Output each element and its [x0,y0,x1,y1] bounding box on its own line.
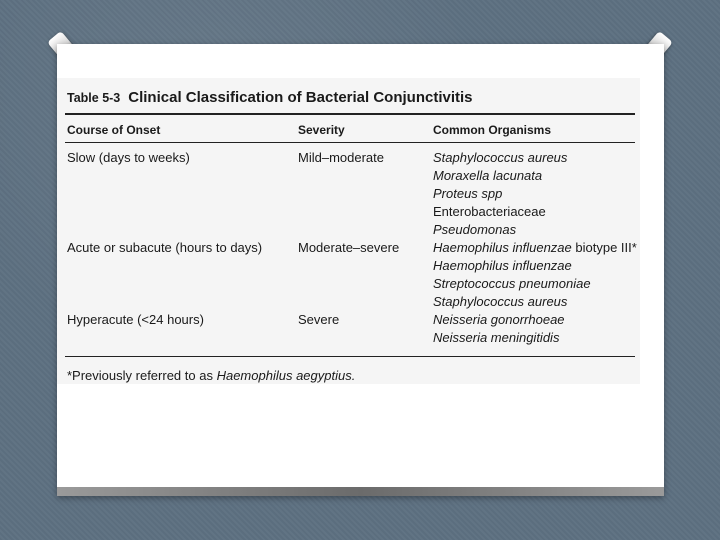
table-title [67,89,473,106]
row-3-severity: Severe [298,312,340,327]
slide-margin [640,78,664,384]
table-footnote [67,368,355,383]
row-2-severity: Moderate–severe [298,240,400,255]
header-rule [65,142,635,143]
row-2-organism-1-name: Haemophilus influenzae [433,240,572,255]
row-2-organism-4: Staphylococcus aureus [433,294,568,309]
footnote-prefix: *Previously referred to as [67,368,217,383]
row-1-organism-4: Enterobacteriaceae [433,204,546,219]
header-onset: Course of Onset [67,123,161,137]
table-title-text: Clinical Classification of Bacterial Conjunctivitis [128,89,473,106]
row-2-organism-2: Haemophilus influenzae [433,258,572,273]
row-1-severity: Mild–moderate [298,150,384,165]
title-rule [65,113,635,115]
row-2-organism-1 [433,239,637,257]
row-3-organism-1: Neisseria gonorrhoeae [433,312,565,327]
row-2-organism-3: Streptococcus pneumoniae [433,276,591,291]
row-1-organism-5: Pseudomonas [433,222,517,237]
row-1-organism-3: Proteus spp [433,186,503,201]
row-1-onset: Slow (days to weeks) [67,150,190,165]
table-bottom-rule [65,356,635,357]
slide-bottom-edge [57,487,664,496]
table-number: Table 5-3 [67,91,121,105]
row-3-organism-2: Neisseria meningitidis [433,330,560,345]
row-1-organism-2: Moraxella lacunata [433,168,543,183]
row-2-onset: Acute or subacute (hours to days) [67,240,263,255]
row-2-organism-1-suffix: biotype III* [571,240,637,255]
header-organisms: Common Organisms [433,123,552,137]
row-3-onset: Hyperacute (<24 hours) [67,312,204,327]
header-severity: Severity [298,123,345,137]
row-1-organism-1: Staphylococcus aureus [433,150,568,165]
footnote-organism: Haemophilus aegyptius. [216,368,356,383]
